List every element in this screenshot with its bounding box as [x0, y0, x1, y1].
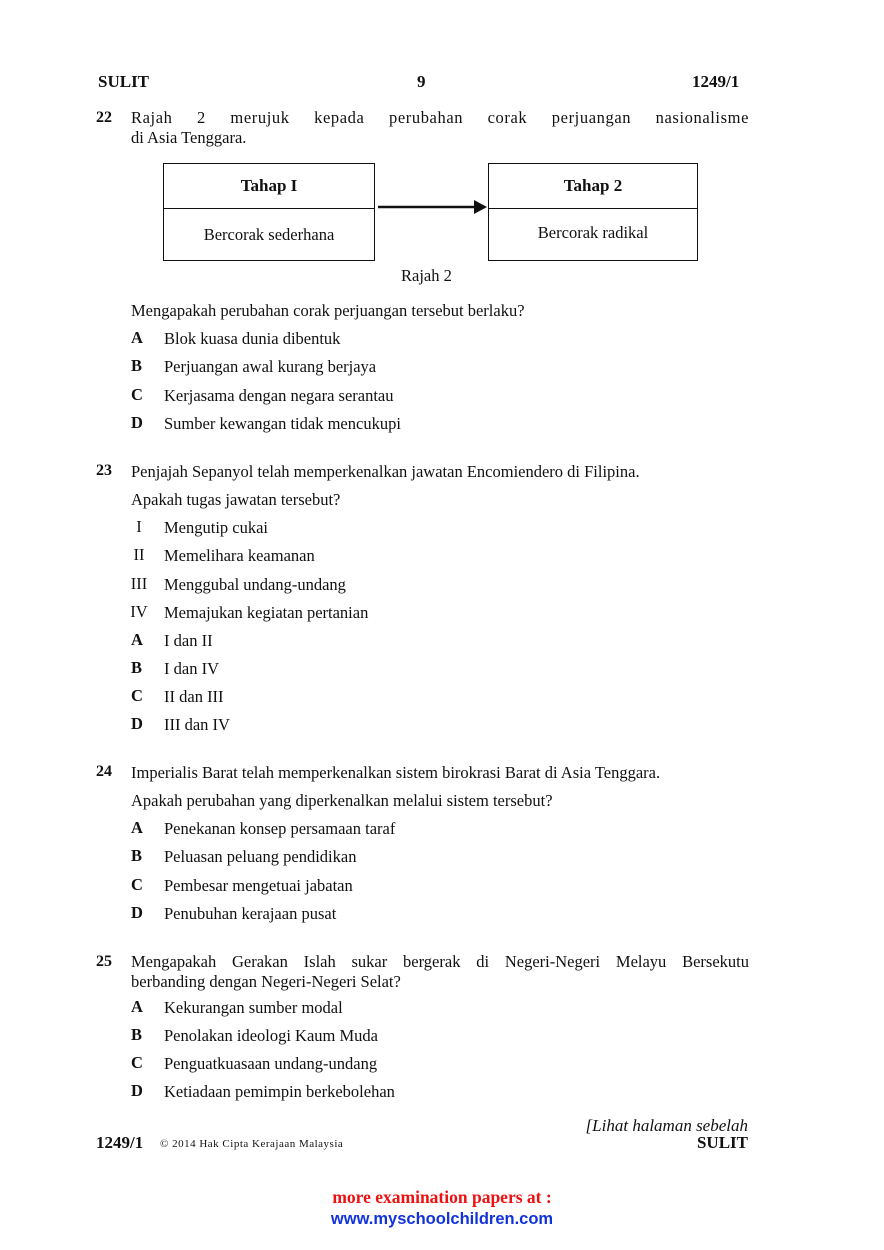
promo-text: more examination papers at : [332, 1187, 552, 1207]
copyright-notice: © 2014 Hak Cipta Kerajaan Malaysia [160, 1138, 344, 1150]
option-letter: B [131, 658, 143, 677]
question-text: Mengapakah Gerakan Islah sukar bergerak di Negeri-Negeri Melayu Bersekutu [131, 952, 749, 971]
page-number: 9 [417, 72, 426, 91]
question-number: 22 [96, 109, 112, 126]
option-text: Blok kuasa dunia dibentuk [164, 329, 341, 348]
option-text: Ketiadaan pemimpin berkebolehan [164, 1082, 395, 1101]
question-text: Imperialis Barat telah memperkenalkan sistem birokrasi Barat di Asia Tenggara. [131, 763, 661, 782]
option-text: I dan II [164, 631, 213, 650]
option-text: I dan IV [164, 659, 219, 678]
option-text: Kerjasama dengan negara serantau [164, 386, 394, 405]
statement-text: Memajukan kegiatan pertanian [164, 603, 369, 622]
option-letter: C [131, 385, 143, 404]
statement-text: Mengutip cukai [164, 518, 269, 537]
option-letter: C [131, 875, 143, 894]
option-letter: C [131, 1053, 143, 1072]
statement-numeral: I [136, 517, 142, 536]
option-text: Pembesar mengetuai jabatan [164, 876, 353, 895]
diagram-caption: Rajah 2 [401, 266, 452, 285]
statement-numeral: III [130, 574, 148, 593]
statement-text: Memelihara keamanan [164, 546, 315, 565]
statement-text: Menggubal undang-undang [164, 575, 346, 594]
option-letter: D [131, 1081, 143, 1100]
diagram-box-left [163, 163, 375, 261]
option-text: Sumber kewangan tidak mencukupi [164, 414, 401, 433]
option-letter: A [131, 630, 143, 649]
option-letter: B [131, 356, 143, 375]
option-text: Peluasan peluang pendidikan [164, 847, 357, 866]
option-text: Penolakan ideologi Kaum Muda [164, 1026, 379, 1045]
option-letter: A [131, 328, 143, 347]
statement-numeral: II [133, 545, 145, 564]
question-text: di Asia Tenggara. [131, 128, 247, 147]
option-text: Penguatkuasaan undang-undang [164, 1054, 378, 1073]
footer-code: 1249/1 [96, 1133, 144, 1152]
option-letter: A [131, 997, 143, 1016]
option-text: Penubuhan kerajaan pusat [164, 904, 337, 923]
option-text: II dan III [164, 687, 224, 706]
option-letter: A [131, 818, 143, 837]
question-prompt: Mengapakah perubahan corak perjuangan tersebut berlaku? [131, 301, 525, 320]
question-prompt: Apakah tugas jawatan tersebut? [131, 490, 341, 509]
question-number: 25 [96, 953, 112, 970]
option-text: Kekurangan sumber modal [164, 998, 343, 1017]
header-right: 1249/1 [692, 72, 740, 91]
question-prompt: Apakah perubahan yang diperkenalkan melalui sistem tersebut? [131, 791, 553, 810]
option-letter: C [131, 686, 143, 705]
option-letter: D [131, 413, 143, 432]
next-page-note: [Lihat halaman sebelah [585, 1116, 748, 1135]
option-text: III dan IV [164, 715, 230, 734]
diagram-box-title: Tahap I [164, 164, 374, 209]
option-letter: D [131, 903, 143, 922]
option-letter: D [131, 714, 143, 733]
question-text: Penjajah Sepanyol telah memperkenalkan jawatan Encomiendero di Filipina. [131, 462, 640, 481]
question-number: 23 [96, 462, 112, 479]
option-text: Perjuangan awal kurang berjaya [164, 357, 377, 376]
option-letter: B [131, 846, 143, 865]
header-left: SULIT [98, 72, 150, 91]
option-text: Penekanan konsep persamaan taraf [164, 819, 396, 838]
diagram-box-title: Tahap 2 [489, 164, 697, 209]
arrow-right-icon [376, 197, 490, 217]
footer-sulit: SULIT [696, 1133, 748, 1152]
question-text: berbanding dengan Negeri-Negeri Selat? [131, 972, 401, 991]
promo-link[interactable]: www.myschoolchildren.com [330, 1210, 554, 1228]
diagram-box-body: Bercorak radikal [537, 223, 649, 242]
option-letter: B [131, 1025, 143, 1044]
statement-numeral: IV [130, 602, 148, 621]
diagram-box-right [488, 163, 698, 261]
diagram-box-body: Bercorak sederhana [203, 225, 335, 244]
question-number: 24 [96, 763, 112, 780]
question-text: Rajah 2 merujuk kepada perubahan corak perjuangan nasionalisme [131, 108, 749, 127]
